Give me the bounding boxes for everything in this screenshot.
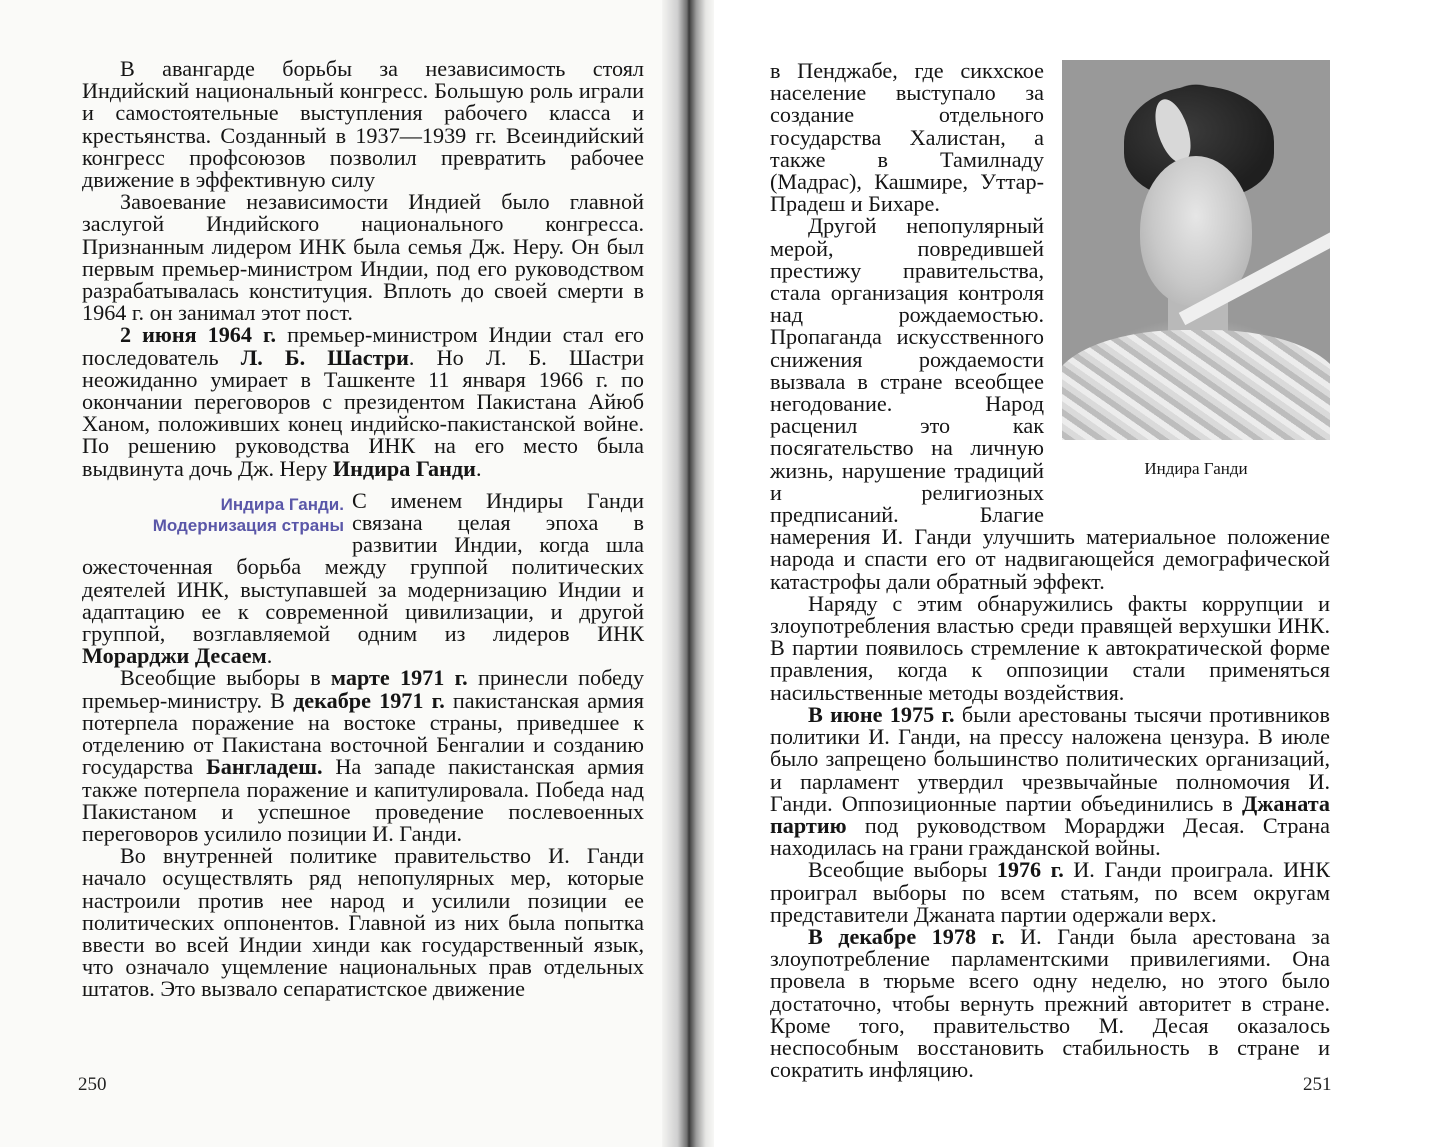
paragraph: Другой непопулярный мерой, повредившей престижу правительства, стала организация контроля над рождаемостью. Пропаганда искусственного снижения рождаемости вызвала в стране всеобщее негодование. Народ расценил это как посягательство на личную жизнь, нарушение традиций и религиозных предписаний. Благие намерения И. Ганди улучшить материальное положение народа и спасти его от надвигающейся демографической катастрофы дали обратный эффект. — [770, 213, 1330, 594]
paragraph: Всеобщие выборы в марте 1971 г. принесли победу премьер-министру. В декабре 1971 г. пакистанская армия потерпела поражение на востоке страны, приведшее к отделению от Пакистана восточной Бенгалии и созданию государства Бангладеш. На западе пакистанская армия также потерпела поражение и капитулировала. Победа над Пакистаном и успешное проведение послевоенных переговоров усилило позиции И. Ганди. — [82, 665, 645, 846]
paragraph: В декабре 1978 г. И. Ганди была арестована за злоупотребление парламентскими привилегиями. Она провела в тюрьме всего одну неделю, но этого было достаточно, чтобы вернуть прежний авторитет в стране. Кроме того, правительство М. Десая оказалось неспособным восстановить стабильность в стране и сократить инфляцию. — [770, 923, 1330, 1083]
paragraph: 2 июня 1964 г. премьер-министром Индии стал его последователь Л. Б. Шастри. Но Л. Б. Шастри неожиданно умирает в Ташкенте 11 января 1966 г. по окончании переговоров с президентом Пакистана Айюб Ханом, положивших конец индийско-пакистанской войне. По решению руководства ИНК на его место была выдвинута дочь Дж. Неру Индира Ганди. — [82, 322, 644, 481]
paragraph: С именем Индиры Ганди связана целая эпоха в развитии Индии, когда шла ожесточенная борьба между группой политических деятелей ИНК, выступавшей за модернизацию Индии и адаптацию ее к современной цивилизации, и другой группой, возглавляемой одним из лидеров ИНК Морарджи Десаем. — [82, 487, 644, 669]
paragraph: В авангарде борьбы за независимость стоял Индийский национальный конгресс. Большую роль играли и самостоятельные выступления рабочего класса и крестьянства. Созданный в 1937—1939 гг. Всеиндийский конгресс профсоюзов позволил превратить рабочее движение в эффективную силу — [82, 56, 644, 193]
paragraph: Во внутренней политике правительство И. Ганди начало осуществлять ряд непопулярных мер, которые настроили против нее народ и усилили позиции ее политических оппонентов. Главной из них была попытка ввести во всей Индии хинди как государственный язык, что означало ущемление национальных прав отдельных штатов. Это вызвало сепаратистское движение — [82, 843, 644, 1002]
left-page — [0, 0, 686, 1147]
portrait-photo — [1062, 60, 1330, 440]
section-side-heading: Индира Ганди. Модернизация страны — [152, 494, 344, 535]
photo-caption: Индира Ганди — [1144, 459, 1248, 478]
paragraph: В июне 1975 г. были арестованы тысячи противников политики И. Ганди, на прессу наложена цензура. В июле было запрещено большинство политических организаций, и парламент утвердил чрезвычайные полномочия И. Ганди. Оппозиционные партии объединились в Джаната партию под руководством Морарджи Десая. Страна находилась на грани гражданской войны. — [770, 701, 1330, 861]
paragraph: Всеобщие выборы 1976 г. И. Ганди проиграла. ИНК проиграл выборы по всем статьям, по всем округам представители Джаната партии одержали верх. — [770, 857, 1330, 927]
left-page-text — [82, 58, 644, 1001]
right-page-text — [770, 60, 1330, 1081]
paragraph: Наряду с этим обнаружились факты коррупции и злоупотребления властью среди правящей верхушки ИНК. В партии появилось стремление к автократической форме правления, когда к оппозиции стали применяться насильственные методы воздействия. — [770, 590, 1330, 705]
page-number: 251 — [1303, 1074, 1332, 1095]
paragraph: в Пенджабе, где сикхское население выступало за создание отдельного государства Халистан, а также в Тамилнаду (Мадрас), Кашмире, Уттар-Прадеш и Бихаре. — [770, 58, 1044, 217]
paragraph: Завоевание независимости Индией было главной заслугой Индийского национального конгресса. Признанным лидером ИНК была семья Дж. Неру. Он был первым премьер-министром Индии, под его руководством разрабатывалась конституция. Вплоть до своей смерти в 1964 г. он занимал этот пост. — [82, 189, 644, 326]
page-number: 250 — [78, 1074, 107, 1095]
portrait-figure — [1062, 60, 1330, 505]
